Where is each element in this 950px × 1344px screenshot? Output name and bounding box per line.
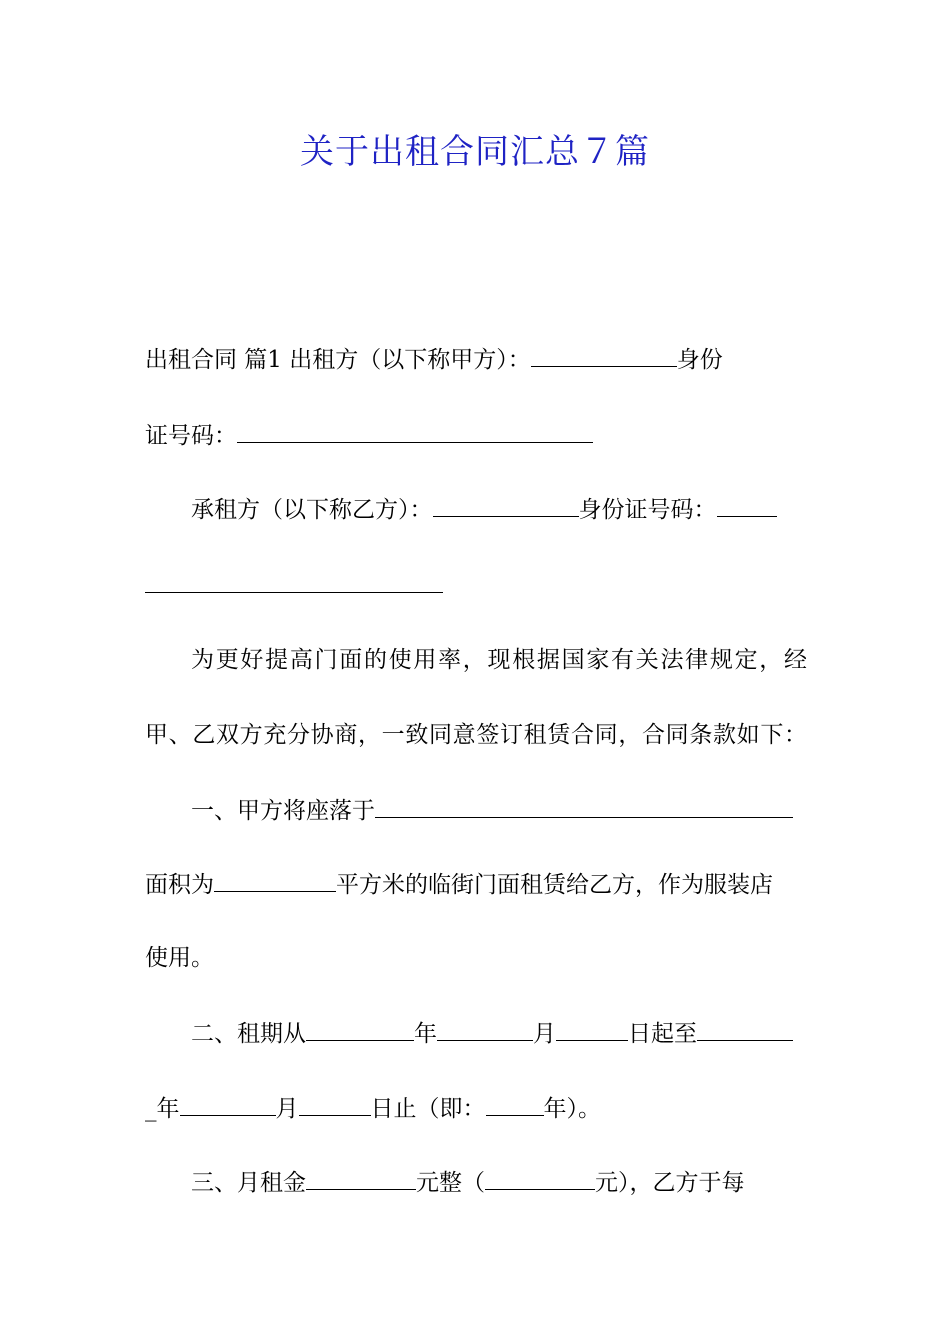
- fill-blank: [556, 1018, 628, 1041]
- text-line: [145, 1018, 807, 1049]
- text-line: [145, 869, 807, 900]
- text-fragment: 元），乙方于每: [595, 1170, 745, 1196]
- text-fragment: 二、租期从: [191, 1021, 306, 1047]
- text-fragment: _年: [145, 1096, 180, 1122]
- text-line: [145, 494, 807, 525]
- text-line: 为更好提高门面的使用率，现根据国家有关法律规定，经: [191, 647, 807, 673]
- text-line: [145, 1167, 807, 1198]
- text-line: 甲、乙双方充分协商，一致同意签订租赁合同，合同条款如下：: [145, 722, 807, 748]
- fill-blank: [306, 1167, 416, 1190]
- text-line: [145, 344, 807, 375]
- text-fragment: 出租合同 篇1 出租方（以下称甲方）：: [145, 347, 531, 373]
- text-fragment: 日起至: [628, 1021, 697, 1047]
- text-fragment: 平方米的临街门面租赁给乙方，作为服装店: [336, 872, 773, 898]
- fill-blank: [237, 420, 593, 443]
- text-fragment: 元整（: [416, 1170, 485, 1196]
- fill-blank: [375, 795, 793, 818]
- fill-blank: [299, 1093, 371, 1116]
- fill-blank: [145, 570, 443, 593]
- text-line: 使用。: [145, 945, 214, 971]
- text-fragment: 一、甲方将座落于: [191, 798, 375, 824]
- text-fragment: 日止（即：: [370, 1096, 486, 1122]
- text-fragment: 证号码：: [145, 423, 237, 449]
- fill-blank: [306, 1018, 414, 1041]
- text-fragment: 三、月租金: [191, 1170, 306, 1196]
- document-title: 关于出租合同汇总７篇: [300, 132, 650, 172]
- text-line: [145, 570, 807, 601]
- text-fragment: 身份: [676, 347, 723, 373]
- fill-blank: [485, 1167, 595, 1190]
- fill-blank: [717, 494, 777, 517]
- text-fragment: 年）。: [543, 1096, 601, 1122]
- text-fragment: 身份证号码：: [578, 497, 717, 523]
- text-line: [145, 795, 807, 826]
- fill-blank: [437, 1018, 533, 1041]
- text-fragment: 月: [275, 1096, 299, 1122]
- fill-blank: [433, 494, 579, 517]
- text-fragment: 承租方（以下称乙方）：: [191, 497, 433, 523]
- text-fragment: 月: [533, 1021, 556, 1047]
- text-line: [145, 1093, 807, 1124]
- fill-blank: [486, 1093, 544, 1116]
- fill-blank: [697, 1018, 793, 1041]
- text-line: [145, 420, 807, 451]
- fill-blank: [180, 1093, 276, 1116]
- text-fragment: 年: [414, 1021, 437, 1047]
- fill-blank: [531, 344, 677, 367]
- text-fragment: 面积为: [145, 872, 214, 898]
- fill-blank: [214, 869, 336, 892]
